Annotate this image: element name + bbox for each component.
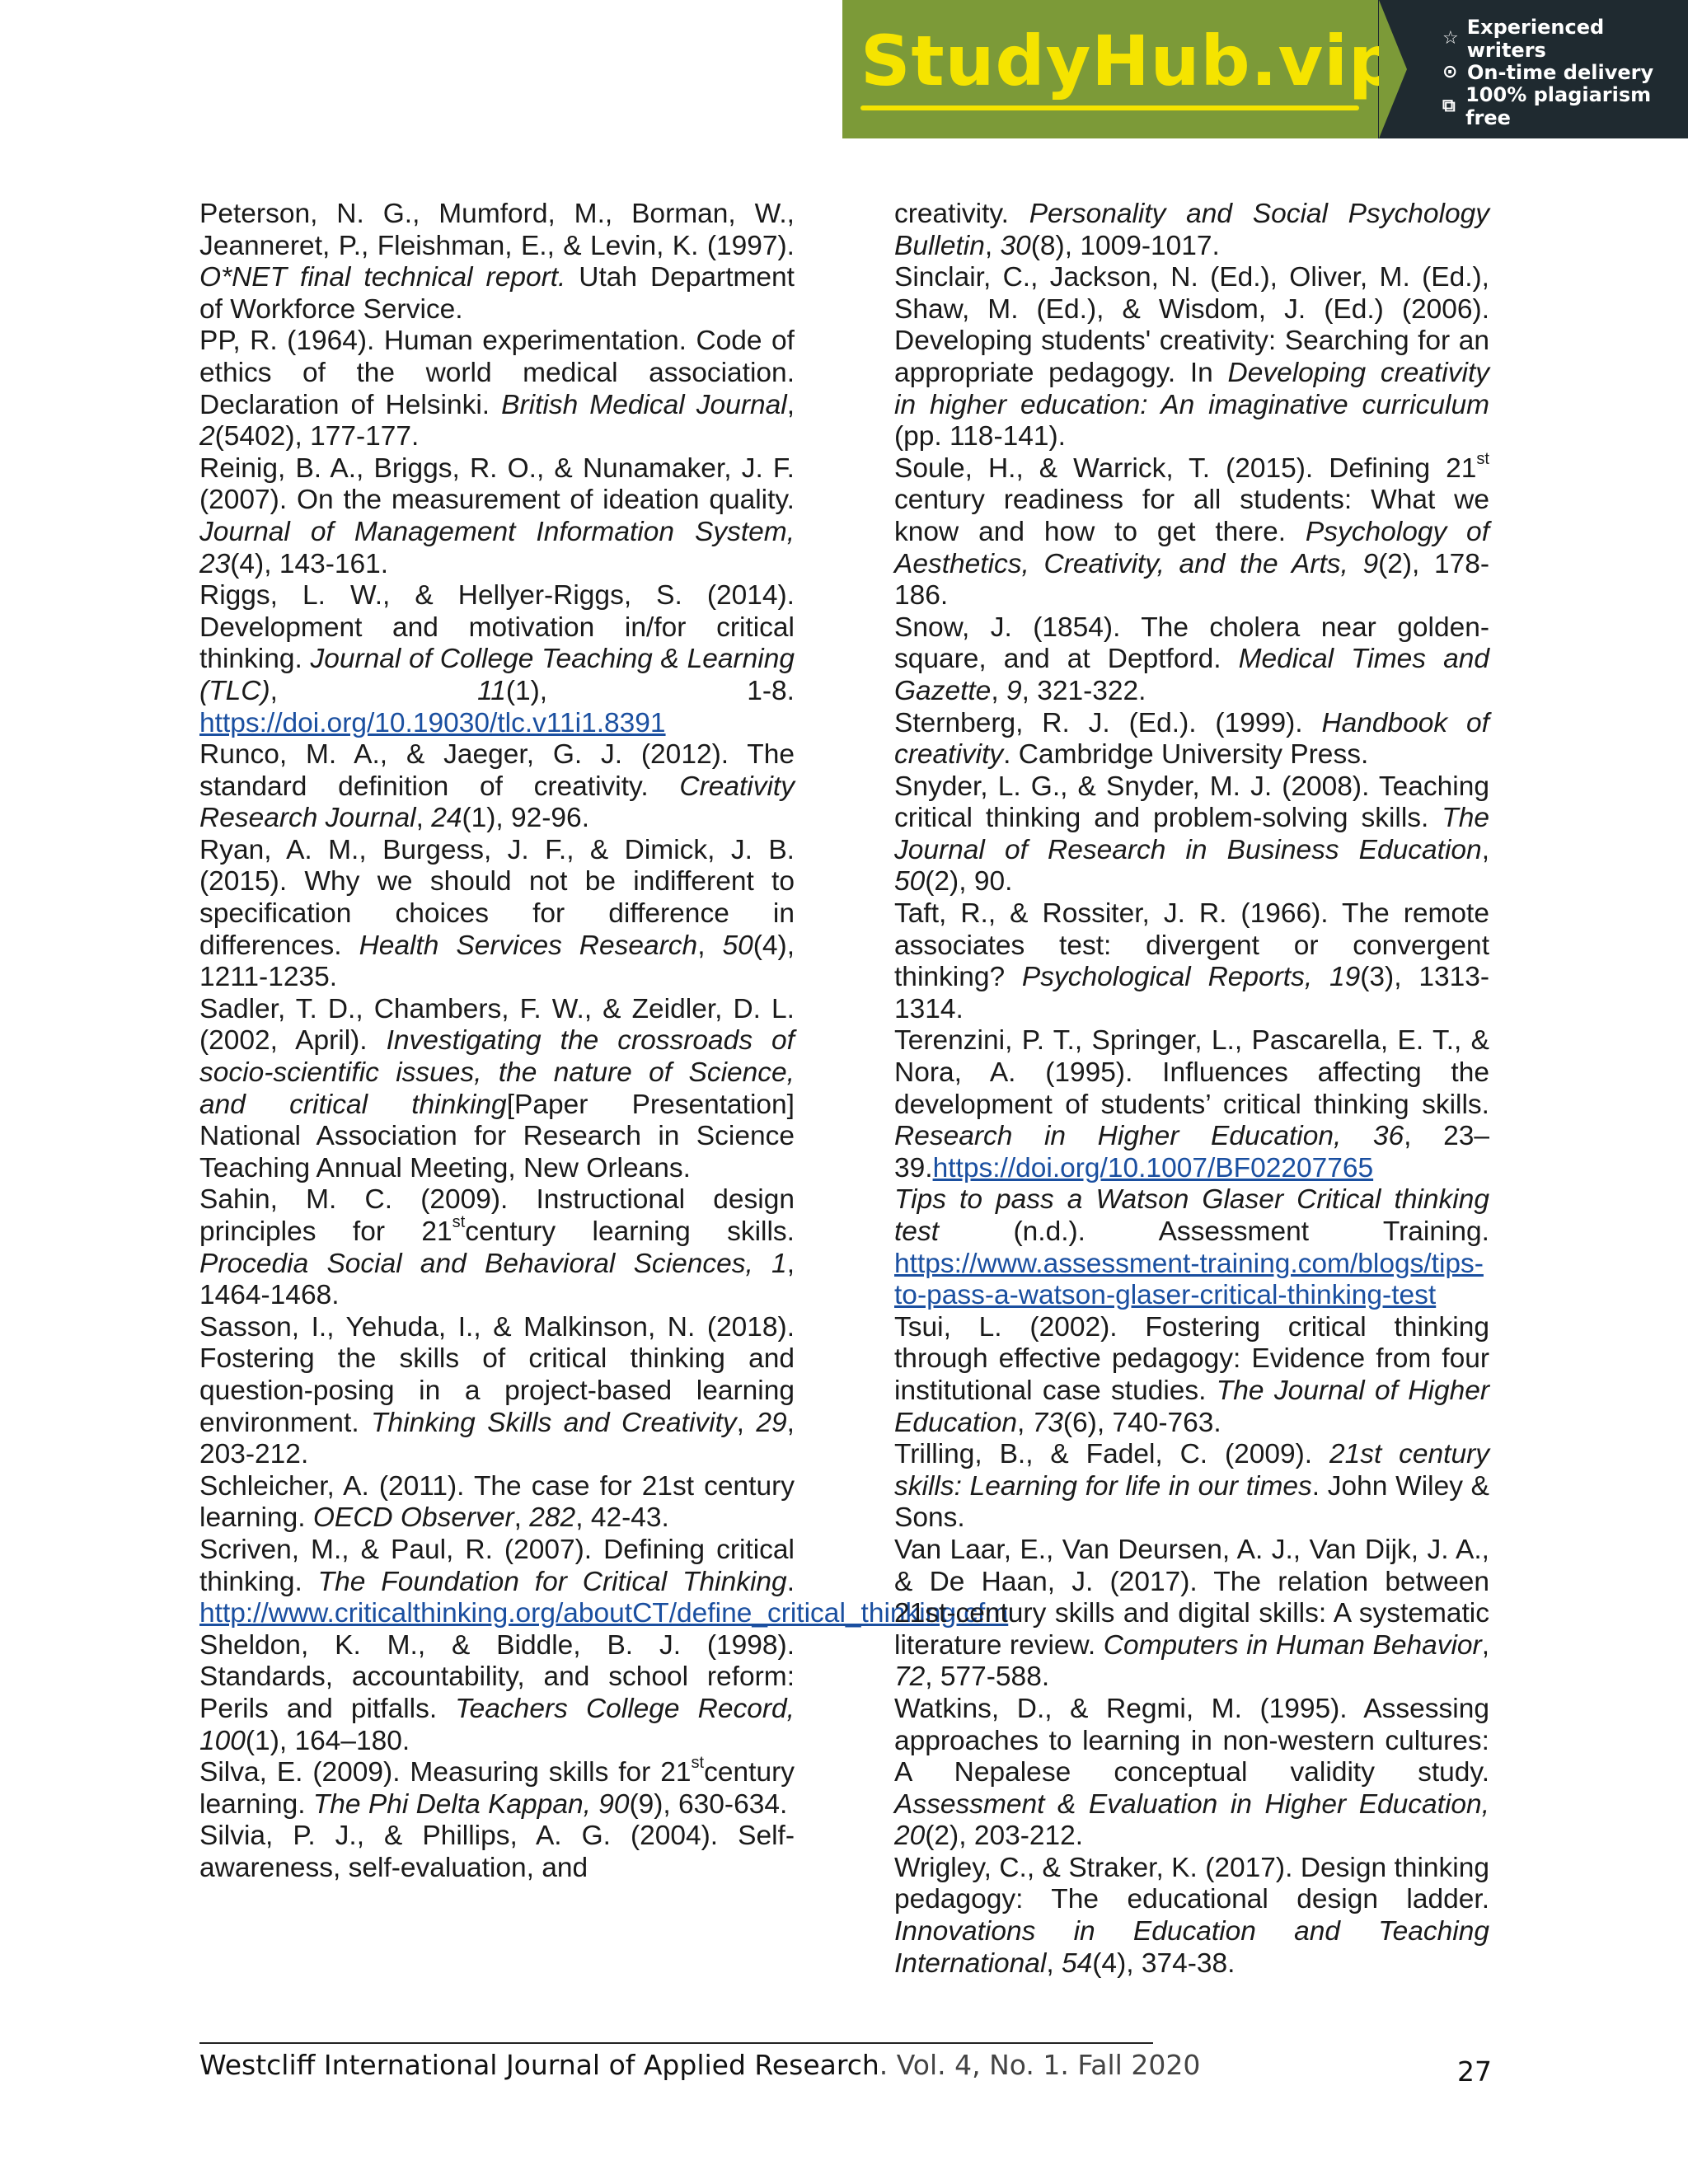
footer-journal-line (199, 2049, 1200, 2082)
reference-text: Runco, M. A., & Jaeger, G. J. (2012). The standard definition of creativity. (199, 739, 795, 802)
reference-italic-text: Creativity Research Journal (199, 771, 795, 834)
reference-text: (2), 203-212. (925, 1821, 1084, 1852)
reference-entry (199, 1630, 795, 1757)
reference-italic-text: Teachers College Record, 100 (199, 1693, 795, 1756)
reference-italic-text: Developing creativity in higher education: An imaginative curriculum (894, 357, 1489, 420)
reference-entry (199, 835, 795, 994)
reference-text: , (984, 230, 1001, 261)
reference-text: Wrigley, C., & Straker, K. (2017). Design thinking pedagogy: The educational design ladder. (894, 1852, 1489, 1915)
reference-text: century readiness for all students: What we know and how to get there. (894, 485, 1489, 547)
reference-text: , 42-43. (575, 1502, 669, 1534)
reference-text: , (513, 1502, 530, 1534)
feature-label: On-time delivery (1467, 60, 1654, 84)
reference-link[interactable]: https://www.assessment-training.com/blogs/tips-to-pass-a-watson-glaser-critical-thinking-test (894, 1248, 1484, 1311)
reference-italic-text: 54 (1062, 1947, 1093, 1979)
reference-italic-text: 24 (431, 803, 462, 834)
reference-text: century learning. (199, 1757, 795, 1820)
reference-text: (4), 374-38. (1092, 1947, 1236, 1979)
footer-journal-name: Westcliff International Journal of Applied Research (199, 2049, 879, 2081)
reference-entry (199, 580, 795, 739)
reference-entry (199, 453, 795, 580)
feature-experienced-writers (1442, 15, 1688, 62)
reference-entry (894, 262, 1489, 453)
logo-underline (860, 105, 1359, 110)
reference-entry (199, 1471, 795, 1535)
footer-divider (199, 2042, 1153, 2044)
reference-entry (894, 612, 1489, 708)
reference-entry (894, 1439, 1489, 1535)
reference-text: (2), 90. (925, 866, 1013, 898)
reference-italic-text: 9 (1006, 675, 1022, 706)
reference-text: Trilling, B., & Fadel, C. (2009). (894, 1439, 1329, 1470)
reference-text: Peterson, N. G., Mumford, M., Borman, W., Jeanneret, P., Fleishman, E., & Levin, K. (1997). (199, 199, 795, 261)
reference-entry (199, 326, 795, 452)
reference-italic-text: 50 (722, 930, 753, 961)
ordinal-superscript: st (452, 1212, 466, 1231)
reference-italic-text: Handbook of creativity (894, 707, 1489, 771)
reference-text: , (1046, 1947, 1062, 1979)
reference-italic-text: 21st century skills: Learning for life in our times (894, 1439, 1489, 1502)
reference-italic-text: Health Services Research (359, 930, 698, 961)
reference-entry (894, 1312, 1489, 1439)
reference-text: , (786, 389, 795, 420)
reference-italic-text: Journal of Management Information System, 23 (199, 516, 795, 579)
reference-text: , (270, 675, 478, 706)
reference-text: PP, R. (1964). Human experimentation. Code of ethics of the world medical association. Declaration of Helsinki. (199, 326, 795, 420)
reference-text: Sahin, M. C. (2009). Instructional design principles for 21 (199, 1184, 795, 1247)
reference-entry (894, 1025, 1489, 1184)
reference-text: , (991, 675, 1006, 706)
reference-text: (4), 143-161. (230, 548, 389, 579)
reference-entry (199, 1821, 795, 1884)
reference-text: century learning skills. (465, 1216, 795, 1247)
reference-text: Utah Department of Workforce Service. (199, 262, 795, 325)
reference-text: (8), 1009-1017. (1030, 230, 1220, 261)
reference-text: , (1481, 1629, 1490, 1661)
reference-italic-text: British Medical Journal (501, 389, 787, 420)
reference-text: Reinig, B. A., Briggs, R. O., & Nunamaker, J. F. (2007). On the measurement of ideation quality. (199, 452, 795, 516)
reference-entry (199, 1184, 795, 1311)
reference-italic-text: 2 (199, 421, 215, 452)
reference-italic-text: 30 (1000, 230, 1031, 261)
star-icon: ☆ (1442, 28, 1459, 49)
reference-italic-text: OECD Observer (312, 1502, 514, 1534)
reference-text: (1), 164–180. (245, 1725, 410, 1756)
reference-text: Schleicher, A. (2011). The case for 21st century learning. (199, 1470, 795, 1534)
reference-text: , (1481, 834, 1489, 865)
reference-text: Van Laar, E., Van Deursen, A. J., Van Dijk, J. A., & De Haan, J. (2017). The relation between 21st-century skills and digital skills: A systematic literature review. (894, 1534, 1489, 1661)
reference-text: (1), 92-96. (462, 803, 589, 834)
banner-logo-area (842, 0, 1400, 138)
reference-entry (199, 1534, 1009, 1630)
reference-text: Silva, E. (2009). Measuring skills for 21 (199, 1757, 692, 1788)
reference-link[interactable]: http://www.criticalthinking.org/aboutCT/define_critical_thinking.cfm (199, 1598, 1009, 1629)
reference-entry (199, 1312, 795, 1471)
clock-icon: ⊙ (1442, 62, 1458, 82)
reference-text: , (1017, 1407, 1033, 1438)
reference-italic-text: 11 (477, 675, 506, 706)
reference-italic-text: 29 (756, 1407, 787, 1438)
studyhub-logo: StudyHub.vip (860, 21, 1400, 101)
reference-entry (199, 199, 795, 326)
reference-italic-text: Medical Times and Gazette (894, 644, 1490, 706)
reference-text: (6), 740-763. (1062, 1407, 1221, 1438)
feature-label: 100% plagiarism free (1465, 82, 1652, 129)
reference-link[interactable]: https://doi.org/10.19030/tlc.v11i1.8391 (199, 707, 666, 738)
reference-text: Soule, H., & Warrick, T. (2015). Defining 21 (894, 452, 1477, 484)
banner-features (1378, 0, 1688, 138)
ordinal-superscript: st (1476, 449, 1489, 468)
reference-italic-text: Journal of College Teaching & Learning (TLC) (199, 644, 795, 706)
reference-entry (894, 1694, 1489, 1853)
reference-text: (3), 1313-1314. (894, 962, 1489, 1024)
reference-italic-text: The Journal of Higher Education (894, 1375, 1489, 1438)
reference-entry (894, 1853, 1489, 1980)
reference-text: (pp. 118-141). (894, 421, 1066, 452)
reference-italic-text: The Foundation for Critical Thinking (317, 1566, 787, 1597)
reference-text: , 203-212. (199, 1407, 795, 1470)
page-number: 27 (1457, 2055, 1492, 2088)
reference-italic-text: Psychological Reports, 19 (1021, 962, 1361, 993)
reference-text: (5402), 177-177. (214, 421, 420, 452)
reference-text: , (415, 803, 432, 834)
reference-italic-text: Thinking Skills and Creativity (371, 1407, 737, 1438)
reference-text: Riggs, L. W., & Hellyer-Riggs, S. (2014). Development and motivation in/for critical thinking. (199, 580, 795, 675)
reference-entry (894, 199, 1489, 262)
feature-label: Experienced writers (1466, 15, 1605, 62)
reference-text: (2), 178-186. (894, 548, 1489, 612)
document-copy-icon: ⧉ (1442, 96, 1456, 116)
reference-text: . John Wiley & Sons. (894, 1470, 1489, 1534)
reference-entry (894, 449, 1489, 612)
reference-text: [Paper Presentation] National Association for Research in Science Teaching Annual Meeting, New Orleans. (199, 1089, 795, 1183)
reference-text: Ryan, A. M., Burgess, J. F., & Dimick, J. B. (2015). Why we should not be indifferent to specification choices for difference in differences. (199, 834, 795, 961)
reference-entry (894, 771, 1489, 898)
reference-text: , 577-588. (925, 1661, 1050, 1693)
reference-italic-text: 50 (894, 866, 926, 898)
reference-text: , (697, 930, 723, 961)
reference-text: (9), 630-634. (629, 1788, 788, 1820)
reference-entry (199, 739, 795, 835)
reference-entry (894, 708, 1489, 771)
studyhub-banner[interactable] (842, 0, 1688, 138)
reference-text: Snow, J. (1854). The cholera near golden-square, and at Deptford. (894, 612, 1489, 675)
reference-text: Sasson, I., Yehuda, I., & Malkinson, N. (2018). Fostering the skills of critical thinking and question-posing in a project-based learning environment. (199, 1311, 795, 1438)
references-right-column (894, 199, 1489, 1980)
reference-text: Taft, R., & Rossiter, J. R. (1966). The remote associates test: divergent or convergent thinking? (894, 898, 1489, 993)
reference-italic-text: Innovations in Education and Teaching International (894, 1916, 1489, 1979)
reference-entry (199, 994, 795, 1185)
reference-text: Terenzini, P. T., Springer, L., Pascarella, E. T., & Nora, A. (1995). Influences affecting the development of students’ critical thinking skills. (894, 1025, 1489, 1120)
reference-text: , 321-322. (1021, 675, 1146, 706)
reference-italic-text: 72 (894, 1661, 926, 1693)
reference-text: , 1464-1468. (199, 1248, 795, 1311)
reference-text: Sheldon, K. M., & Biddle, B. J. (1998). Standards, accountability, and school reform: Perils and pitfalls. (199, 1629, 795, 1724)
reference-text: Sadler, T. D., Chambers, F. W., & Zeidler, D. L. (2002, April). (199, 993, 795, 1057)
reference-entry (894, 1535, 1489, 1694)
reference-text: Tsui, L. (2002). Fostering critical thinking through effective pedagogy: Evidence from four institutional case studies. (894, 1311, 1489, 1406)
reference-italic-text: The Phi Delta Kappan, 90 (312, 1788, 630, 1820)
reference-text: , (736, 1407, 757, 1438)
reference-link[interactable]: https://doi.org/10.1007/BF02207765 (932, 1152, 1374, 1183)
reference-text: (4), 1211-1235. (199, 930, 795, 993)
reference-italic-text: Personality and Social Psychology Bulletin (894, 199, 1489, 261)
reference-text: Scriven, M., & Paul, R. (2007). Defining critical thinking. (199, 1534, 795, 1597)
reference-text: Watkins, D., & Regmi, M. (1995). Assessing approaches to learning in non-western cultures: A Nepalese conceptual validity study. (894, 1693, 1489, 1788)
reference-text: creativity. (894, 199, 1029, 229)
reference-text: Sternberg, R. J. (Ed.). (1999). (894, 707, 1322, 738)
reference-entry (199, 1754, 795, 1821)
ordinal-superscript: st (691, 1754, 705, 1773)
reference-italic-text: Investigating the crossroads of socio-scientific issues, the nature of Science, and critical thinking (199, 1025, 795, 1120)
reference-italic-text: O*NET final technical report. (199, 262, 566, 293)
reference-text: (1), 1-8. (505, 675, 795, 706)
reference-italic-text: Assessment & Evaluation in Higher Education, 20 (894, 1788, 1489, 1852)
reference-text: Sinclair, C., Jackson, N. (Ed.), Oliver, M. (Ed.), Shaw, M. (Ed.), & Wisdom, J. (Ed.) (2006). Developing students' creativity: Searching for an appropriate pedagogy. In (894, 262, 1489, 388)
reference-italic-text: 73 (1032, 1407, 1063, 1438)
reference-italic-text: Computers in Human Behavior (1103, 1629, 1482, 1661)
reference-italic-text: 282 (529, 1502, 576, 1534)
reference-italic-text: Research in Higher Education, 36 (894, 1121, 1404, 1152)
reference-italic-text: Psychology of Aesthetics, Creativity, and the Arts, 9 (894, 516, 1489, 579)
reference-text: . Cambridge University Press. (1003, 739, 1369, 771)
reference-italic-text: Procedia Social and Behavioral Sciences, 1 (199, 1248, 787, 1279)
reference-entry (894, 1184, 1489, 1311)
reference-italic-text: The Journal of Research in Business Education (894, 803, 1489, 865)
reference-text: . (786, 1566, 795, 1597)
reference-italic-text: Tips to pass a Watson Glaser Critical thinking test (894, 1184, 1489, 1247)
feature-plagiarism-free (1442, 82, 1688, 129)
reference-text: , 23–39. (894, 1121, 1489, 1183)
reference-entry (894, 898, 1489, 1025)
reference-text: Snyder, L. G., & Snyder, M. J. (2008). Teaching critical thinking and problem-solving skills. (894, 771, 1489, 834)
reference-text: Silvia, P. J., & Phillips, A. G. (2004). Self-awareness, self-evaluation, and (199, 1821, 795, 1883)
footer-volume: . Vol. 4, No. 1. Fall 2020 (879, 2049, 1201, 2081)
reference-text: (n.d.). Assessment Training. (939, 1216, 1489, 1247)
banner-chevron (1379, 0, 1407, 138)
